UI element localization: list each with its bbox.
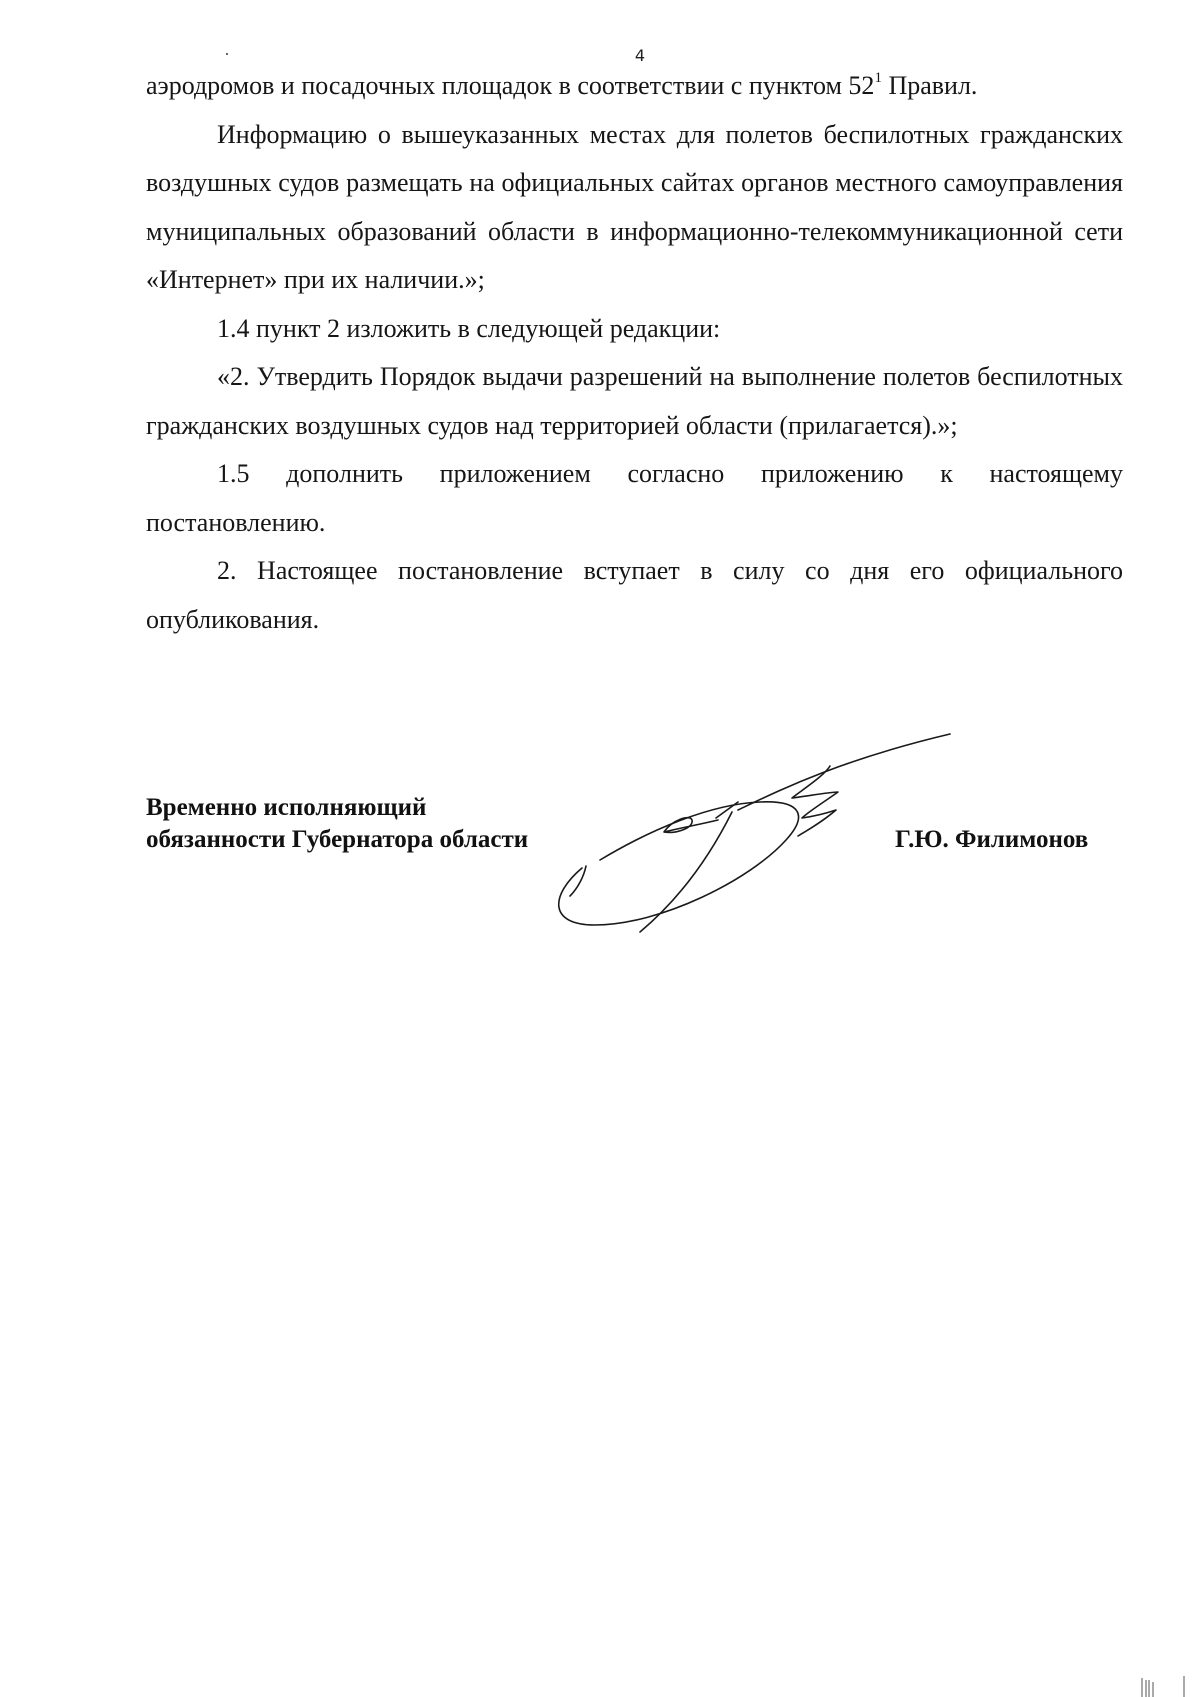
continuation-end: Правил. [881,71,978,100]
page-number: 4 [634,46,646,65]
paragraph-info: Информацию о вышеуказанных местах для полетов беспилотных гражданских воздушных судов размещать на официальных сайтах органов местного самоуправления муниципальных образований области в информационно-телекоммуникационной сети «Интернет» при их наличии.»; [146,119,1123,294]
paragraph-quote: «2. Утвердить Порядок выдачи разрешений на выполнение полетов беспилотных гражданских воздушных судов над территорией области (прилагается).»; [146,362,1123,440]
signatory-name: Г.Ю. Филимонов [895,826,1089,853]
continuation-text: аэродромов и посадочных площадок в соответствии с пунктом 52 [146,71,875,100]
position-line-2: обязанности Губернатора области [146,826,529,853]
scan-artifact [226,53,228,55]
superscript: 1 [874,70,882,87]
handwritten-signature [540,720,980,935]
document-body [146,62,1123,644]
scan-edge-marks [1140,1672,1190,1697]
signatory-position [146,792,528,856]
paragraph-2: 2. Настоящее постановление вступает в силу со дня его официального опубликования. [146,556,1123,634]
position-line-1: Временно исполняющий [146,794,427,821]
paragraph-1-5: 1.5 дополнить приложением согласно приложению к настоящему постановлению. [146,459,1123,537]
paragraph-1-4: 1.4 пункт 2 изложить в следующей редакции: [217,313,721,343]
continuation-line [146,62,1123,111]
